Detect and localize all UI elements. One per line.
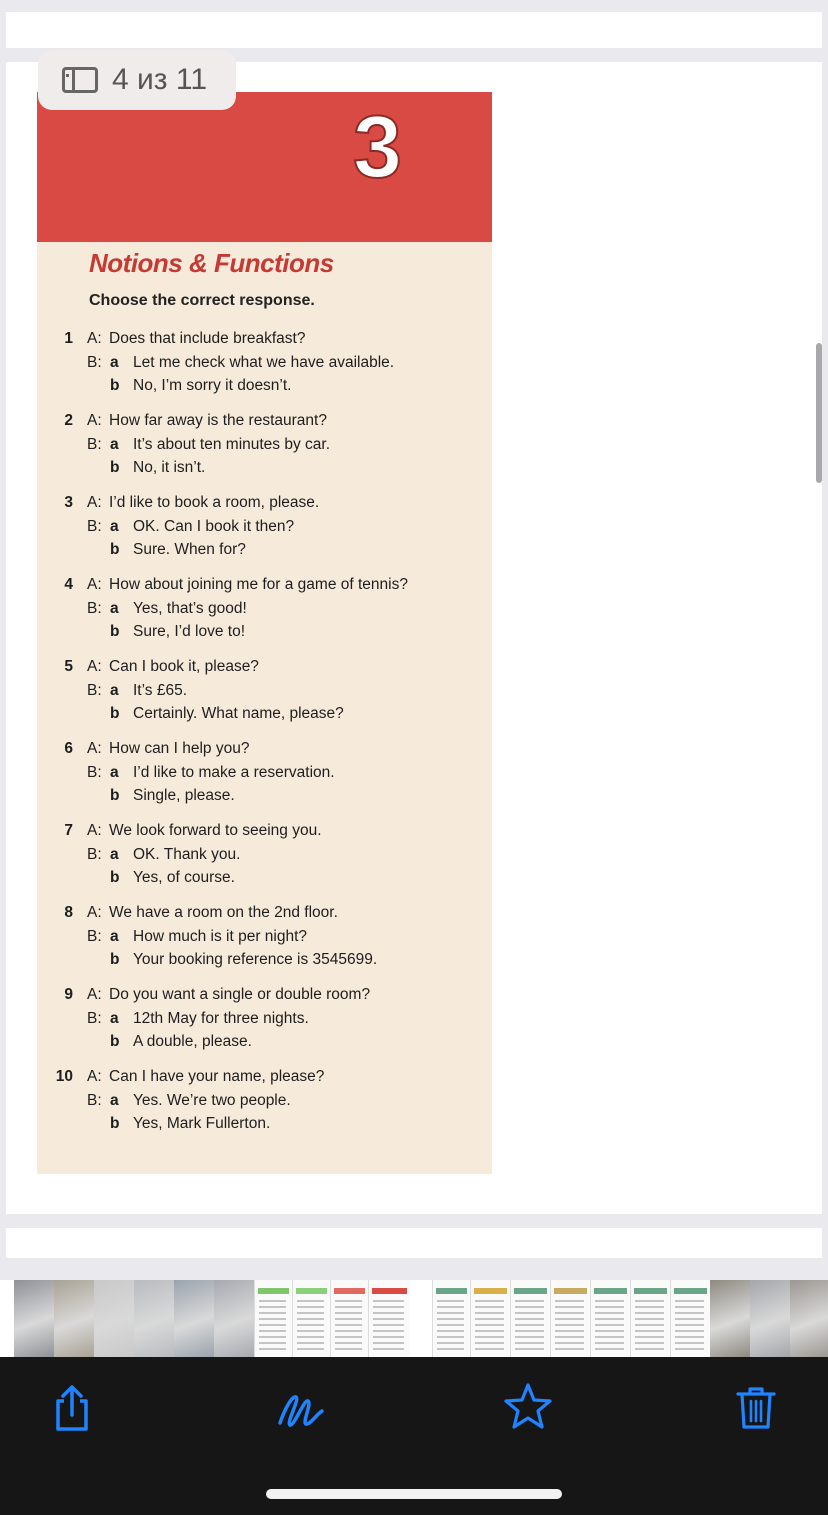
option-a-text: How much is it per night?: [133, 928, 308, 945]
thumbnail-text-line: [555, 1300, 584, 1302]
exercise-item: [37, 902, 492, 984]
item-number: 3: [64, 494, 73, 511]
option-a-text: OK. Can I book it then?: [133, 518, 295, 535]
thumbnail-text-line: [437, 1312, 464, 1314]
speaker-b-label: B:: [87, 764, 102, 781]
thumbnail-text-line: [555, 1324, 584, 1326]
page-thumbnail[interactable]: [750, 1280, 790, 1357]
thumbnail-text-line: [635, 1318, 664, 1320]
option-b-text: Your booking reference is 3545699.: [133, 951, 378, 968]
thumbnail-text-line: [515, 1342, 544, 1344]
option-a-letter: a: [110, 928, 119, 945]
exercise-item: [37, 328, 492, 410]
page-thumbnail[interactable]: [470, 1280, 510, 1357]
option-b-text: No, I’m sorry it doesn’t.: [133, 377, 292, 394]
thumbnail-text-line: [515, 1336, 544, 1338]
thumbnail-text-line: [635, 1300, 664, 1302]
option-b-letter: b: [110, 705, 120, 722]
page-thumbnail[interactable]: [94, 1280, 134, 1357]
thumbnail-text-line: [515, 1306, 544, 1308]
thumbnail-text-line: [635, 1306, 664, 1308]
option-a-letter: a: [110, 600, 119, 617]
thumbnail-text-line: [515, 1330, 544, 1332]
page-thumbnail[interactable]: [590, 1280, 630, 1357]
thumbnail-accent: [296, 1288, 327, 1294]
thumbnail-text-line: [297, 1330, 324, 1332]
speaker-b-label: B:: [87, 682, 102, 699]
thumbnail-text-line: [437, 1306, 464, 1308]
thumbnail-text-line: [675, 1318, 704, 1320]
page-thumbnail[interactable]: [432, 1280, 470, 1357]
pages-icon: [62, 67, 98, 93]
speaker-a-label: A:: [87, 986, 102, 1003]
speaker-a-label: A:: [87, 658, 102, 675]
document-page: [37, 92, 492, 1174]
speaker-a-label: A:: [87, 494, 102, 511]
thumbnail-text-line: [555, 1348, 584, 1350]
thumbnail-text-line: [595, 1336, 624, 1338]
thumbnail-text-line: [635, 1330, 664, 1332]
exercise-item: [37, 492, 492, 574]
thumbnail-text-line: [437, 1342, 464, 1344]
speaker-b-label: B:: [87, 518, 102, 535]
thumbnail-accent: [634, 1288, 667, 1294]
option-a-letter: a: [110, 846, 119, 863]
option-b-letter: b: [110, 623, 120, 640]
thumbnail-text-line: [297, 1324, 324, 1326]
thumbnail-text-line: [259, 1306, 286, 1308]
speaker-a-label: A:: [87, 412, 102, 429]
exercise-item: [37, 820, 492, 902]
page-thumbnail[interactable]: [368, 1280, 410, 1357]
exercise-item: [37, 574, 492, 656]
thumbnail-text-line: [515, 1318, 544, 1320]
thumbnail-text-line: [475, 1306, 504, 1308]
item-number: 9: [64, 986, 73, 1003]
next-page[interactable]: [6, 1228, 822, 1258]
option-a-text: Let me check what we have available.: [133, 354, 395, 371]
thumbnail-text-line: [373, 1306, 404, 1308]
page-thumbnail[interactable]: [174, 1280, 214, 1357]
thumbnail-text-line: [437, 1300, 464, 1302]
page-counter-badge: [38, 50, 236, 110]
thumbnail-text-line: [335, 1330, 362, 1332]
page-thumbnail[interactable]: [254, 1280, 292, 1357]
speaker-b-label: B:: [87, 846, 102, 863]
thumbnail-text-line: [335, 1336, 362, 1338]
thumbnail-text-line: [297, 1348, 324, 1350]
thumbnail-text-line: [297, 1318, 324, 1320]
option-b-letter: b: [110, 787, 120, 804]
speaker-a-label: A:: [87, 330, 102, 347]
option-a-letter: a: [110, 764, 119, 781]
thumbnail-text-line: [335, 1348, 362, 1350]
option-b-text: Sure, I’d love to!: [133, 623, 246, 640]
vertical-scrollbar[interactable]: [816, 343, 822, 483]
thumbnail-accent: [514, 1288, 547, 1294]
thumbnail-text-line: [675, 1324, 704, 1326]
option-a-letter: a: [110, 354, 119, 371]
thumbnail-text-line: [335, 1318, 362, 1320]
speaker-a-label: A:: [87, 822, 102, 839]
thumbnail-accent: [474, 1288, 507, 1294]
exercise-item: [37, 410, 492, 492]
option-a-letter: a: [110, 1092, 119, 1109]
thumbnail-text-line: [259, 1348, 286, 1350]
speaker-a-label: A:: [87, 576, 102, 593]
speaker-a-label: A:: [87, 740, 102, 757]
option-a-text: OK. Thank you.: [133, 846, 241, 863]
question-text: We have a room on the 2nd floor.: [109, 904, 338, 921]
thumbnail-accent: [372, 1288, 407, 1294]
option-a-text: Yes, that’s good!: [133, 600, 247, 617]
thumbnail-accent: [674, 1288, 707, 1294]
thumbnail-text-line: [555, 1306, 584, 1308]
thumbnail-text-line: [297, 1336, 324, 1338]
speaker-b-label: B:: [87, 354, 102, 371]
option-b-text: Yes, Mark Fullerton.: [133, 1115, 271, 1132]
exercise-item: [37, 738, 492, 820]
thumbnail-text-line: [555, 1336, 584, 1338]
question-text: Can I book it, please?: [109, 658, 259, 675]
option-b-letter: b: [110, 869, 120, 886]
speaker-b-label: B:: [87, 1010, 102, 1027]
thumbnail-text-line: [297, 1306, 324, 1308]
page-thumbnail[interactable]: [134, 1280, 174, 1357]
thumbnail-text-line: [475, 1330, 504, 1332]
thumbnail-text-line: [373, 1318, 404, 1320]
speaker-b-label: B:: [87, 1092, 102, 1109]
option-b-letter: b: [110, 951, 120, 968]
thumbnail-text-line: [297, 1300, 324, 1302]
speaker-b-label: B:: [87, 436, 102, 453]
thumbnail-text-line: [595, 1318, 624, 1320]
share-button[interactable]: [42, 1377, 102, 1437]
option-b-letter: b: [110, 541, 120, 558]
thumbnail-text-line: [335, 1312, 362, 1314]
thumbnail-text-line: [635, 1342, 664, 1344]
thumbnail-text-line: [259, 1324, 286, 1326]
option-a-letter: a: [110, 518, 119, 535]
thumbnail-text-line: [555, 1330, 584, 1332]
page-counter-label: 4 из 11: [112, 63, 208, 96]
item-number: 4: [64, 576, 73, 593]
question-text: How far away is the restaurant?: [109, 412, 327, 429]
thumbnail-text-line: [373, 1300, 404, 1302]
item-number: 5: [64, 658, 73, 675]
page-thumbnail[interactable]: [330, 1280, 368, 1357]
speaker-b-label: B:: [87, 928, 102, 945]
thumbnail-text-line: [675, 1312, 704, 1314]
thumbnail-text-line: [259, 1318, 286, 1320]
unit-number: 3: [353, 97, 402, 196]
thumbnail-text-line: [595, 1342, 624, 1344]
option-b-letter: b: [110, 1033, 120, 1050]
exercise-item: [37, 984, 492, 1066]
option-b-text: No, it isn’t.: [133, 459, 206, 476]
thumbnail-text-line: [373, 1336, 404, 1338]
question-text: I’d like to book a room, please.: [109, 494, 320, 511]
thumbnail-text-line: [555, 1342, 584, 1344]
thumbnail-text-line: [595, 1324, 624, 1326]
item-number: 6: [64, 740, 73, 757]
thumbnail-text-line: [475, 1348, 504, 1350]
option-a-text: It’s £65.: [133, 682, 188, 699]
thumbnail-text-line: [373, 1348, 404, 1350]
thumbnail-text-line: [437, 1318, 464, 1320]
thumbnail-text-line: [437, 1336, 464, 1338]
option-a-text: I’d like to make a reservation.: [133, 764, 335, 781]
thumbnail-text-line: [515, 1312, 544, 1314]
thumbnail-text-line: [635, 1348, 664, 1350]
favorite-icon: [498, 1377, 558, 1437]
thumbnail-text-line: [335, 1342, 362, 1344]
question-text: We look forward to seeing you.: [109, 822, 322, 839]
unit-banner: [37, 92, 492, 242]
question-text: Can I have your name, please?: [109, 1068, 325, 1085]
thumbnail-text-line: [259, 1312, 286, 1314]
thumbnail-text-line: [335, 1300, 362, 1302]
item-number: 1: [64, 330, 73, 347]
thumbnail-text-line: [259, 1330, 286, 1332]
thumbnail-text-line: [555, 1312, 584, 1314]
option-b-text: A double, please.: [133, 1033, 252, 1050]
thumbnail-text-line: [635, 1336, 664, 1338]
thumbnail-text-line: [675, 1336, 704, 1338]
thumbnail-text-line: [675, 1330, 704, 1332]
thumbnail-text-line: [675, 1342, 704, 1344]
thumbnail-text-line: [373, 1330, 404, 1332]
option-a-text: It’s about ten minutes by car.: [133, 436, 331, 453]
option-b-text: Yes, of course.: [133, 869, 235, 886]
page-thumbnail[interactable]: [790, 1280, 828, 1357]
thumbnail-accent: [436, 1288, 467, 1294]
option-b-letter: b: [110, 377, 120, 394]
thumbnail-text-line: [675, 1348, 704, 1350]
item-number: 10: [55, 1068, 73, 1085]
thumbnail-text-line: [515, 1348, 544, 1350]
thumbnail-text-line: [259, 1300, 286, 1302]
page-thumbnail[interactable]: [292, 1280, 330, 1357]
thumbnail-text-line: [515, 1300, 544, 1302]
favorite-button[interactable]: [498, 1377, 558, 1437]
thumbnail-text-line: [259, 1336, 286, 1338]
thumbnail-text-line: [635, 1324, 664, 1326]
thumbnail-text-line: [475, 1342, 504, 1344]
home-indicator[interactable]: [266, 1489, 562, 1499]
option-b-text: Single, please.: [133, 787, 235, 804]
option-b-letter: b: [110, 1115, 120, 1132]
option-a-letter: a: [110, 436, 119, 453]
page-thumbnail[interactable]: [630, 1280, 670, 1357]
exercise-list: [37, 328, 492, 1148]
thumbnail-accent: [554, 1288, 587, 1294]
option-a-letter: a: [110, 682, 119, 699]
thumbnail-text-line: [475, 1336, 504, 1338]
item-number: 8: [64, 904, 73, 921]
question-text: Do you want a single or double room?: [109, 986, 371, 1003]
option-b-letter: b: [110, 459, 120, 476]
thumbnail-text-line: [437, 1324, 464, 1326]
thumbnail-text-line: [373, 1342, 404, 1344]
thumbnail-accent: [334, 1288, 365, 1294]
thumbnail-text-line: [373, 1324, 404, 1326]
thumbnail-text-line: [675, 1306, 704, 1308]
section-title: Notions & Functions: [89, 248, 334, 278]
markup-icon: [272, 1377, 332, 1437]
thumbnail-text-line: [675, 1300, 704, 1302]
thumbnail-strip[interactable]: [0, 1280, 828, 1357]
exercise-instruction: Choose the correct response.: [89, 292, 315, 309]
option-a-text: 12th May for three nights.: [133, 1010, 309, 1027]
thumbnail-text-line: [335, 1324, 362, 1326]
page-thumbnail[interactable]: [710, 1280, 750, 1357]
thumbnail-text-line: [595, 1300, 624, 1302]
speaker-b-label: B:: [87, 600, 102, 617]
bottom-toolbar: [0, 1357, 828, 1515]
question-text: Does that include breakfast?: [109, 330, 306, 347]
share-icon: [42, 1377, 102, 1437]
thumbnail-text-line: [475, 1318, 504, 1320]
question-text: How can I help you?: [109, 740, 250, 757]
thumbnail-accent: [594, 1288, 627, 1294]
thumbnail-text-line: [297, 1312, 324, 1314]
thumbnail-text-line: [595, 1306, 624, 1308]
thumbnail-text-line: [635, 1312, 664, 1314]
option-a-text: Yes. We’re two people.: [133, 1092, 291, 1109]
thumbnail-text-line: [475, 1324, 504, 1326]
option-b-text: Certainly. What name, please?: [133, 705, 344, 722]
thumbnail-text-line: [335, 1306, 362, 1308]
thumbnail-text-line: [373, 1312, 404, 1314]
page-thumbnail[interactable]: [550, 1280, 590, 1357]
thumbnail-text-line: [437, 1348, 464, 1350]
thumbnail-text-line: [437, 1330, 464, 1332]
thumbnail-text-line: [297, 1342, 324, 1344]
option-a-letter: a: [110, 1010, 119, 1027]
page-thumbnail[interactable]: [510, 1280, 550, 1357]
thumbnail-text-line: [259, 1342, 286, 1344]
thumbnail-accent: [258, 1288, 289, 1294]
page-thumbnail[interactable]: [54, 1280, 94, 1357]
thumbnail-text-line: [475, 1300, 504, 1302]
page-thumbnail[interactable]: [214, 1280, 254, 1357]
thumbnail-text-line: [595, 1312, 624, 1314]
question-text: How about joining me for a game of tennis?: [109, 576, 408, 593]
thumbnail-text-line: [595, 1330, 624, 1332]
page-thumbnail[interactable]: [14, 1280, 54, 1357]
previous-page[interactable]: [6, 12, 822, 48]
delete-button[interactable]: [726, 1377, 786, 1437]
thumbnail-text-line: [475, 1312, 504, 1314]
exercise-item: [37, 656, 492, 738]
item-number: 2: [64, 412, 73, 429]
page-thumbnail[interactable]: [670, 1280, 710, 1357]
markup-button[interactable]: [272, 1377, 332, 1437]
speaker-a-label: A:: [87, 1068, 102, 1085]
speaker-a-label: A:: [87, 904, 102, 921]
exercise-item: [37, 1066, 492, 1148]
item-number: 7: [64, 822, 73, 839]
trash-icon: [726, 1377, 786, 1437]
thumbnail-text-line: [555, 1318, 584, 1320]
thumbnail-text-line: [515, 1324, 544, 1326]
option-b-text: Sure. When for?: [133, 541, 246, 558]
thumbnail-text-line: [595, 1348, 624, 1350]
